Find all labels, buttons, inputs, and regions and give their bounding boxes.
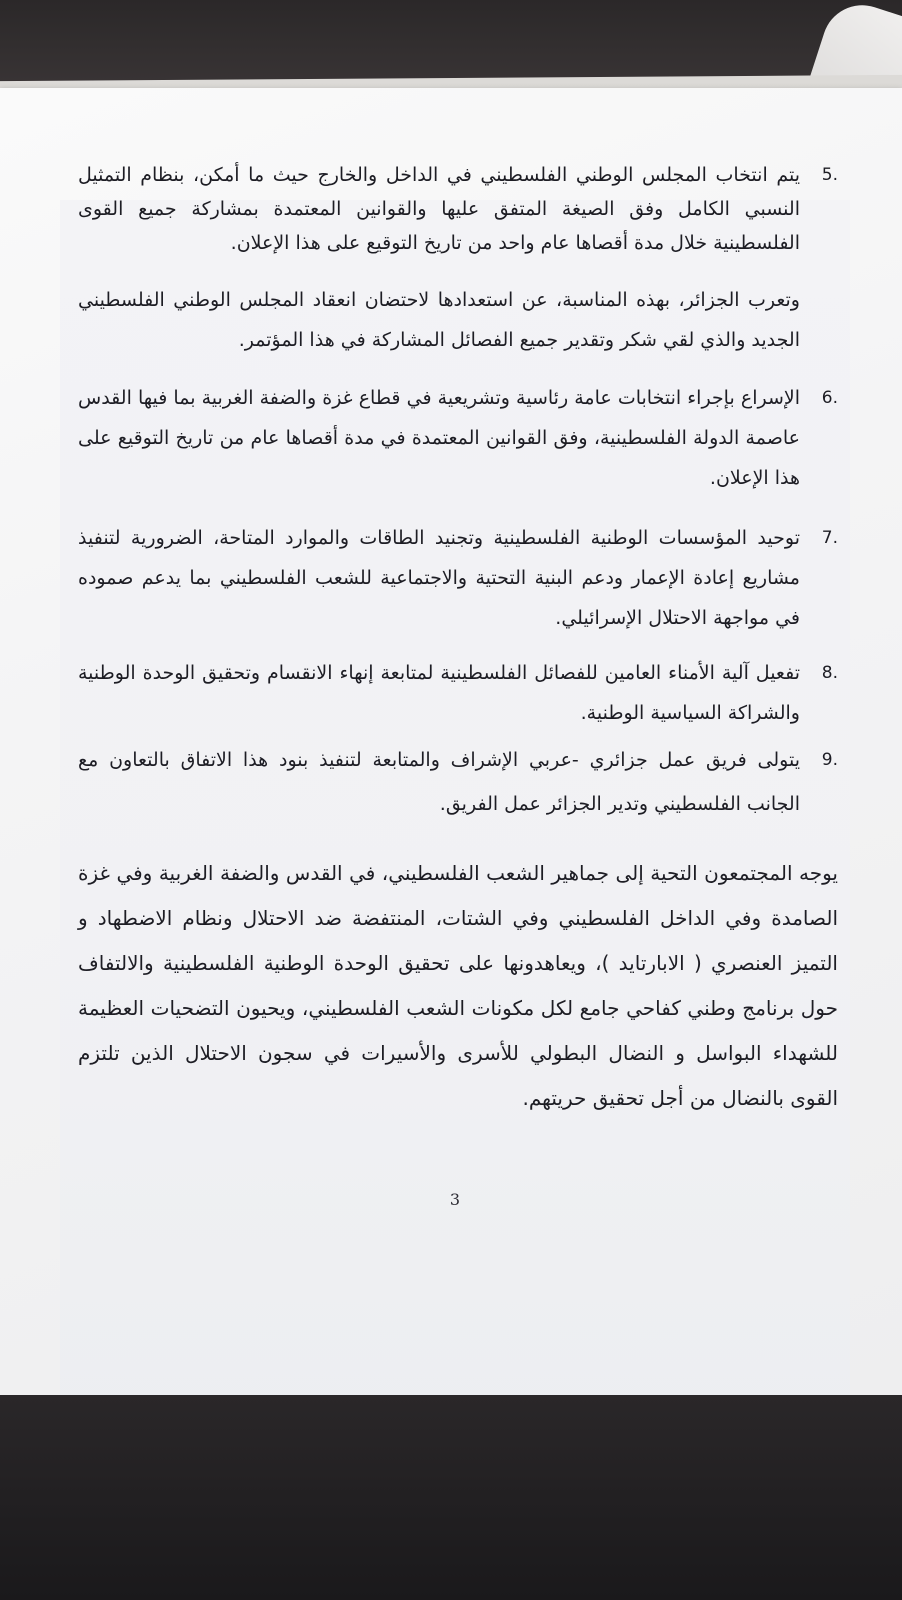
item-text: يتولى فريق عمل جزائري -عربي الإشراف والمتابعة لتنفيذ بنود هذا الاتفاق بالتعاون مع الجانب الفلسطيني وتدير الجزائر عمل الفريق. — [78, 749, 800, 815]
item-5 — [78, 158, 838, 260]
item-number — [800, 280, 838, 360]
document-page — [0, 88, 902, 1398]
closing-paragraph: يوجه المجتمعون التحية إلى جماهير الشعب الفلسطيني، في القدس والضفة الغربية وفي غزة الصامدة وفي الداخل الفلسطيني وفي الشتات، المنتفضة ضد الاحتلال ونظام الاضطهاد و التميز العنصري ( الابارتايد )، ويعاهدونها على تحقيق الوحدة الوطنية الفلسطينية والالتفاف حول برنامج وطني كفاحي جامع لكل مكونات الشعب الفلسطيني، ويحيون التضحيات العظيمة للشهداء البواسل و النضال البطولي للأسرى والأسيرات في سجون الاحتلال الذين تلتزم القوى بالنضال من أجل تحقيق حريتهم. — [78, 861, 838, 1110]
item-text: تفعيل آلية الأمناء العامين للفصائل الفلسطينية لمتابعة إنهاء الانقسام وتحقيق الوحدة الوطنية والشراكة السياسية الوطنية. — [78, 662, 800, 724]
item-number: 9. — [821, 750, 838, 770]
desk-background-bottom — [0, 1395, 902, 1600]
item-6 — [78, 378, 838, 498]
algeria-statement — [78, 280, 838, 360]
item-text: توحيد المؤسسات الوطنية الفلسطينية وتجنيد الطاقات والموارد المتاحة، الضرورية لتنفيذ مشاريع إعادة الإعمار ودعم البنية التحتية والاجتماعية للشعب الفلسطيني بما يدعم صموده في مواجهة الاحتلال الإسرائيلي. — [78, 527, 800, 629]
item-number: 6. — [821, 388, 838, 408]
item-text: يتم انتخاب المجلس الوطني الفلسطيني في الداخل والخارج حيث ما أمكن، بنظام التمثيل النسبي الكامل وفق الصيغة المتفق عليها والقوانين المعتمدة بمشاركة جميع القوى الفلسطينية خلال مدة أقصاها عام واحد من تاريخ التوقيع على هذا الإعلان. — [78, 164, 800, 254]
item-text: الإسراع بإجراء انتخابات عامة رئاسية وتشريعية في قطاع غزة والضفة الغربية بما فيها القدس عاصمة الدولة الفلسطينية، وفق القوانين المعتمدة في مدة أقصاها عام من تاريخ التوقيع على هذا الإعلان. — [78, 387, 800, 489]
item-9 — [78, 738, 838, 826]
item-7 — [78, 518, 838, 638]
item-8 — [78, 653, 838, 733]
item-number: 5. — [821, 165, 838, 185]
item-number: 8. — [821, 663, 838, 683]
item-number: 7. — [821, 528, 838, 548]
page-number: 3 — [449, 1190, 461, 1209]
item-text: وتعرب الجزائر، بهذه المناسبة، عن استعدادها لاحتضان انعقاد المجلس الوطني الفلسطيني الجديد والذي لقي شكر وتقدير جميع الفصائل المشاركة في هذا المؤتمر. — [78, 289, 800, 351]
